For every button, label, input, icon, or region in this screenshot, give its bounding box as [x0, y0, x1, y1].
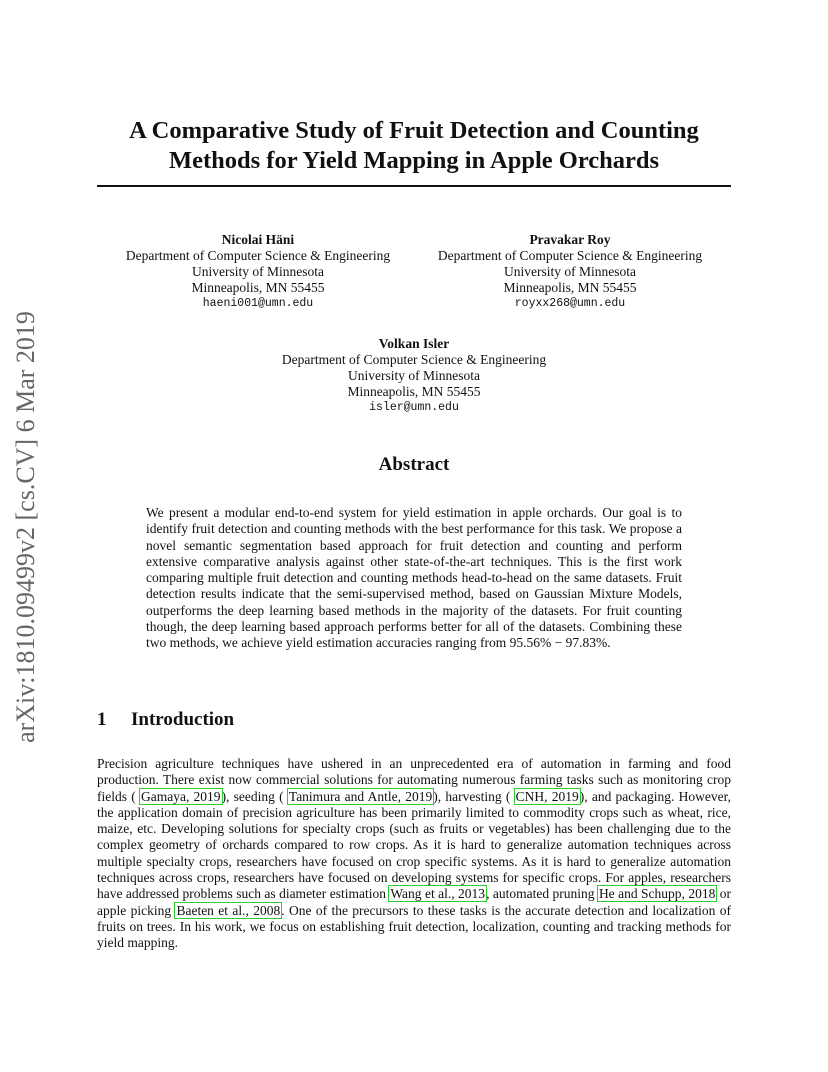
- arxiv-side-stamp: [6, 292, 46, 762]
- citation-link[interactable]: Wang et al., 2013: [390, 886, 486, 902]
- author-univ: University of Minnesota: [504, 264, 636, 279]
- section-heading: [97, 709, 234, 731]
- author-block-3: [264, 336, 564, 416]
- citation-link[interactable]: CNH, 2019: [515, 788, 579, 804]
- author-email[interactable]: royxx268@umn.edu: [514, 297, 626, 310]
- abstract-heading: Abstract: [378, 454, 450, 475]
- section-title: Introduction: [131, 709, 235, 730]
- author-city: Minneapolis, MN 55455: [503, 280, 637, 295]
- citation-link[interactable]: He and Schupp, 2018: [598, 886, 716, 902]
- title-line-2: Methods for Yield Mapping in Apple Orchards: [168, 147, 660, 174]
- author-block-2: [420, 232, 720, 312]
- intro-text: , automated pruning: [486, 886, 598, 902]
- intro-text: . One of the precursors to these tasks is the accurate detection and localization of fruits on trees. In his work, we focus on establishing fruit detection, localization, counting and tracking methods for yield mapping.: [97, 902, 731, 951]
- author-univ: University of Minnesota: [348, 368, 480, 383]
- citation-link[interactable]: Baeten et al., 2008: [176, 902, 281, 918]
- author-dept: Department of Computer Science & Engineering: [281, 352, 547, 367]
- author-block-1: [108, 232, 408, 312]
- intro-text: ), harvesting (: [433, 788, 515, 804]
- author-name: Nicolai Häni: [221, 232, 295, 247]
- author-name: Volkan Isler: [378, 336, 450, 351]
- paper-title: [60, 116, 768, 176]
- intro-text: Precision agriculture techniques have ushered in an unprecedented era of automation in farming and food production. There exist now commercial solutions for automating numerous farming tasks such as monitoring crop fields (: [97, 756, 731, 804]
- author-city: Minneapolis, MN 55455: [347, 384, 481, 399]
- section-number: 1: [97, 709, 107, 730]
- abstract-text: We present a modular end-to-end system for yield estimation in apple orchards. Our goal is to identify fruit detection and counting methods with the best performance for this task. We propose a novel semantic segmentation based approach for fruit detection and counting and perform extensive comparative analysis against other state-of-the-art techniques. This is the first work comparing multiple fruit detection and counting methods head-to-head on the same datasets. Fruit detection results indicate that the semi-supervised method, based on Gaussian Mixture Models, outperforms the deep learning based methods in the majority of the datasets. For fruit counting though, the deep learning based approach performs better for all of the datasets. Combining these two methods, we achieve yield estimation accuracies ranging from 95.56% − 97.83%.: [146, 505, 682, 651]
- intro-paragraph: [97, 756, 731, 952]
- intro-text: ), seeding (: [221, 788, 288, 804]
- citation-link[interactable]: Gamaya, 2019: [140, 788, 221, 804]
- author-email[interactable]: haeni001@umn.edu: [202, 297, 314, 310]
- intro-text: ), and packaging. However, the application domain of precision agriculture has been primarily limited to commodity crops such as wheat, rice, maize, etc. Developing solutions for specialty crops (such as fruits or vegetables) has been challenging due to the complex geometry of orchards compared to row crops. As it is hard to generalize automation techniques across multiple specialty crops, researchers have focused on crop specific systems. As it is hard to generalize automation techniques across crops, researchers have focused on developing systems for specific crops. For apples, researchers have addressed problems such as diameter estimation: [97, 788, 731, 902]
- author-dept: Department of Computer Science & Engineering: [437, 248, 703, 263]
- author-name: Pravakar Roy: [529, 232, 611, 247]
- author-city: Minneapolis, MN 55455: [191, 280, 325, 295]
- author-dept: Department of Computer Science & Engineering: [125, 248, 391, 263]
- intro-text: or apple picking: [97, 886, 731, 918]
- arxiv-stamp-text: arXiv:1810.09499v2 [cs.CV] 6 Mar 2019: [11, 311, 40, 743]
- title-line-1: A Comparative Study of Fruit Detection and Counting: [129, 117, 699, 144]
- author-univ: University of Minnesota: [192, 264, 324, 279]
- title-rule: [97, 185, 731, 187]
- citation-link[interactable]: Tanimura and Antle, 2019: [288, 788, 433, 804]
- author-email[interactable]: isler@umn.edu: [369, 401, 459, 414]
